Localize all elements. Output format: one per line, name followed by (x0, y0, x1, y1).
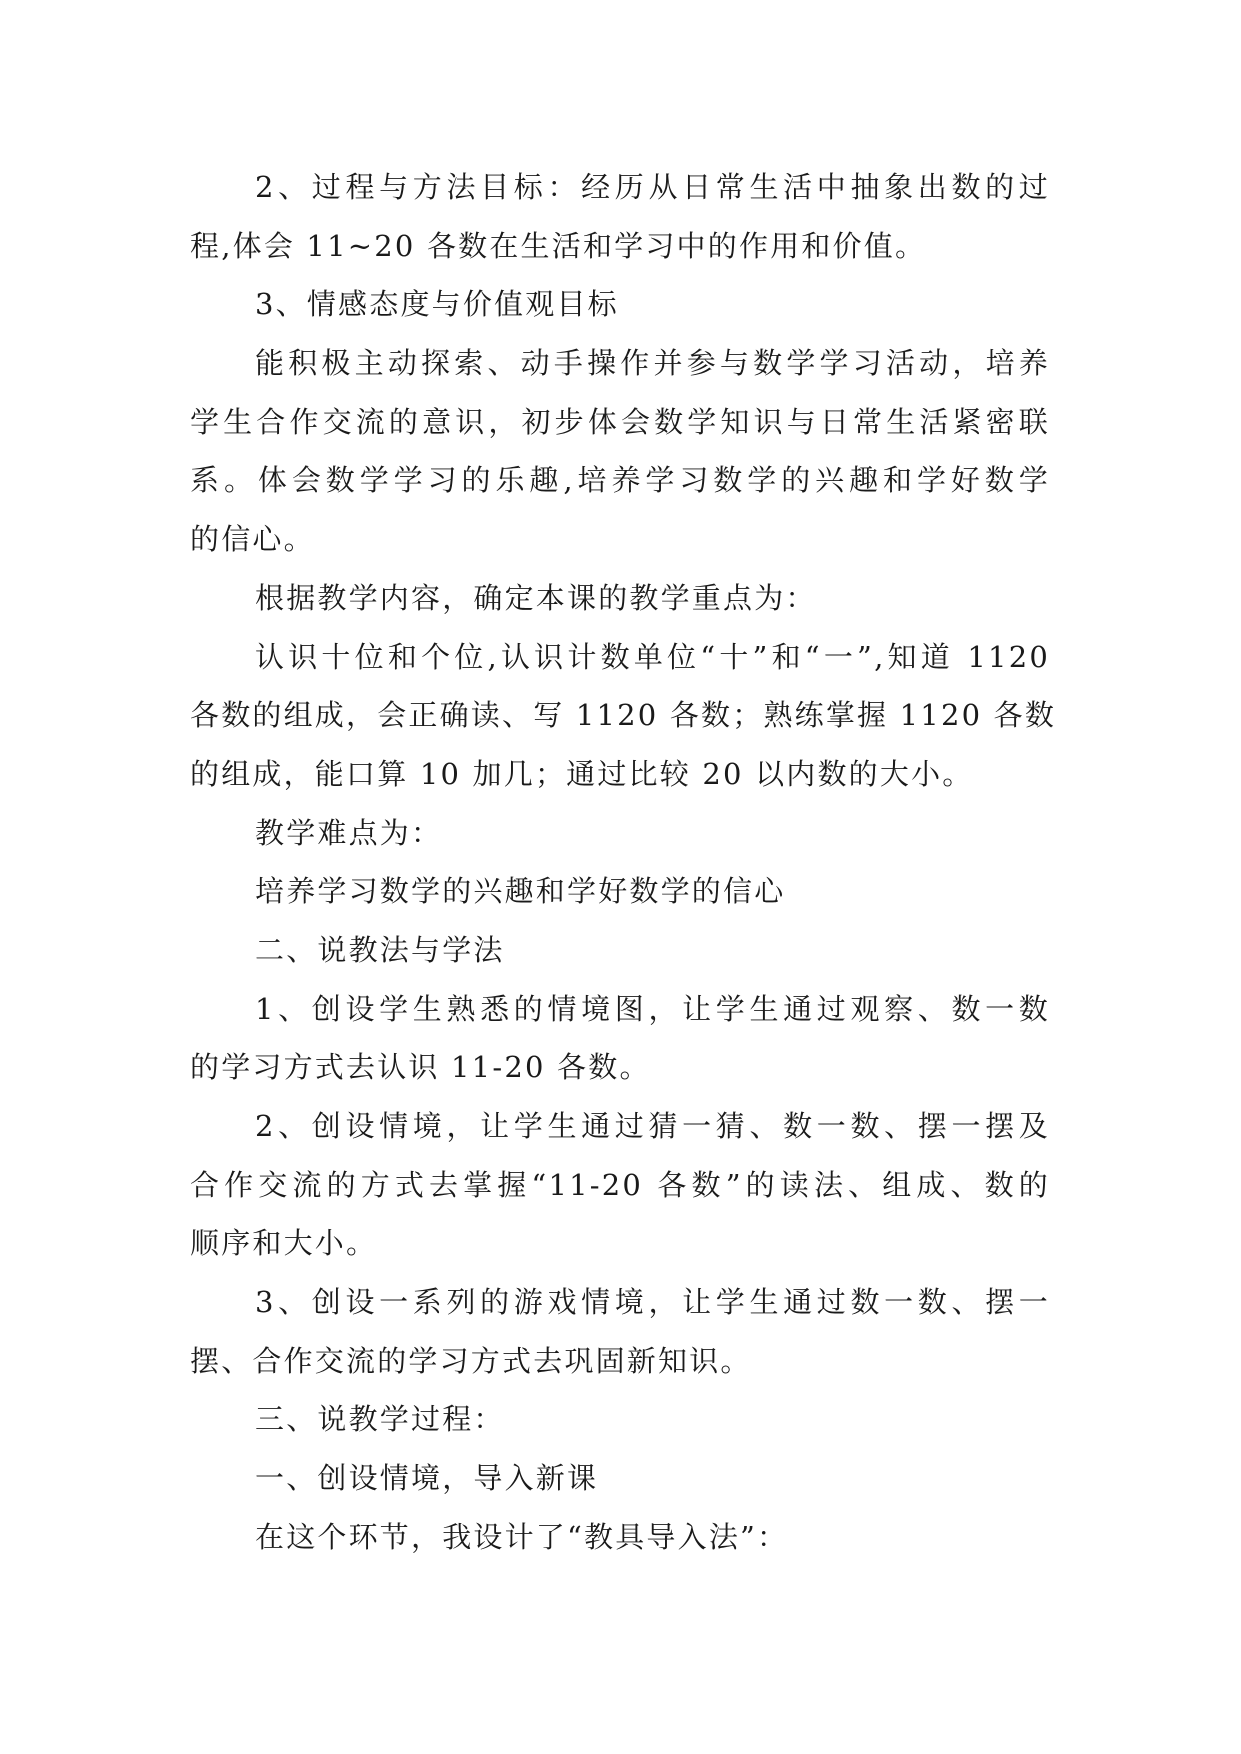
paragraph-line: 顺序和大小。 (190, 1226, 378, 1261)
paragraph-line: 2、创设情境，让学生通过猜一猜、数一数、摆一摆及 (255, 1109, 1050, 1143)
paragraph-line: 2、过程与方法目标：经历从日常生活中抽象出数的过 (255, 170, 1050, 204)
paragraph-line: 程,体会 11~20 各数在生活和学习中的作用和价值。 (190, 228, 927, 263)
paragraph-line: 系。体会数学学习的乐趣,培养学习数学的兴趣和学好数学 (190, 463, 1050, 498)
paragraph-line: 学生合作交流的意识，初步体会数学知识与日常生活紧密联 (190, 404, 1050, 439)
section-heading: 二、说教法与学法 (255, 932, 505, 967)
section-heading: 一、创设情境，导入新课 (255, 1461, 599, 1496)
document-body (190, 158, 1057, 1567)
paragraph-line: 各数的组成，会正确读、写 1120 各数；熟练掌握 1120 各数 (190, 698, 1057, 733)
paragraph-line: 的学习方式去认识 11-20 各数。 (190, 1050, 651, 1085)
section-heading: 三、说教学过程： (255, 1402, 505, 1437)
paragraph-line: 认识十位和个位,认识计数单位“十”和“一”,知道 1120 (255, 639, 1050, 674)
paragraph-line: 的信心。 (190, 522, 315, 557)
paragraph-line: 的组成，能口算 10 加几；通过比较 20 以内数的大小。 (190, 756, 974, 791)
section-heading: 3、情感态度与价值观目标 (255, 287, 619, 322)
paragraph-line: 在这个环节，我设计了“教具导入法”： (255, 1519, 789, 1554)
paragraph-line: 教学难点为： (255, 815, 443, 850)
paragraph-line: 3、创设一系列的游戏情境，让学生通过数一数、摆一 (255, 1285, 1050, 1320)
paragraph-line: 培养学习数学的兴趣和学好数学的信心 (255, 874, 786, 909)
paragraph-line: 根据教学内容，确定本课的教学重点为： (255, 580, 817, 615)
paragraph-line: 1、创设学生熟悉的情境图，让学生通过观察、数一数 (255, 991, 1050, 1026)
paragraph-line: 摆、合作交流的学习方式去巩固新知识。 (190, 1343, 752, 1378)
paragraph-line: 能积极主动探索、动手操作并参与数学学习活动，培养 (255, 346, 1050, 381)
paragraph-line: 合作交流的方式去掌握“11-20 各数”的读法、组成、数的 (190, 1167, 1050, 1202)
